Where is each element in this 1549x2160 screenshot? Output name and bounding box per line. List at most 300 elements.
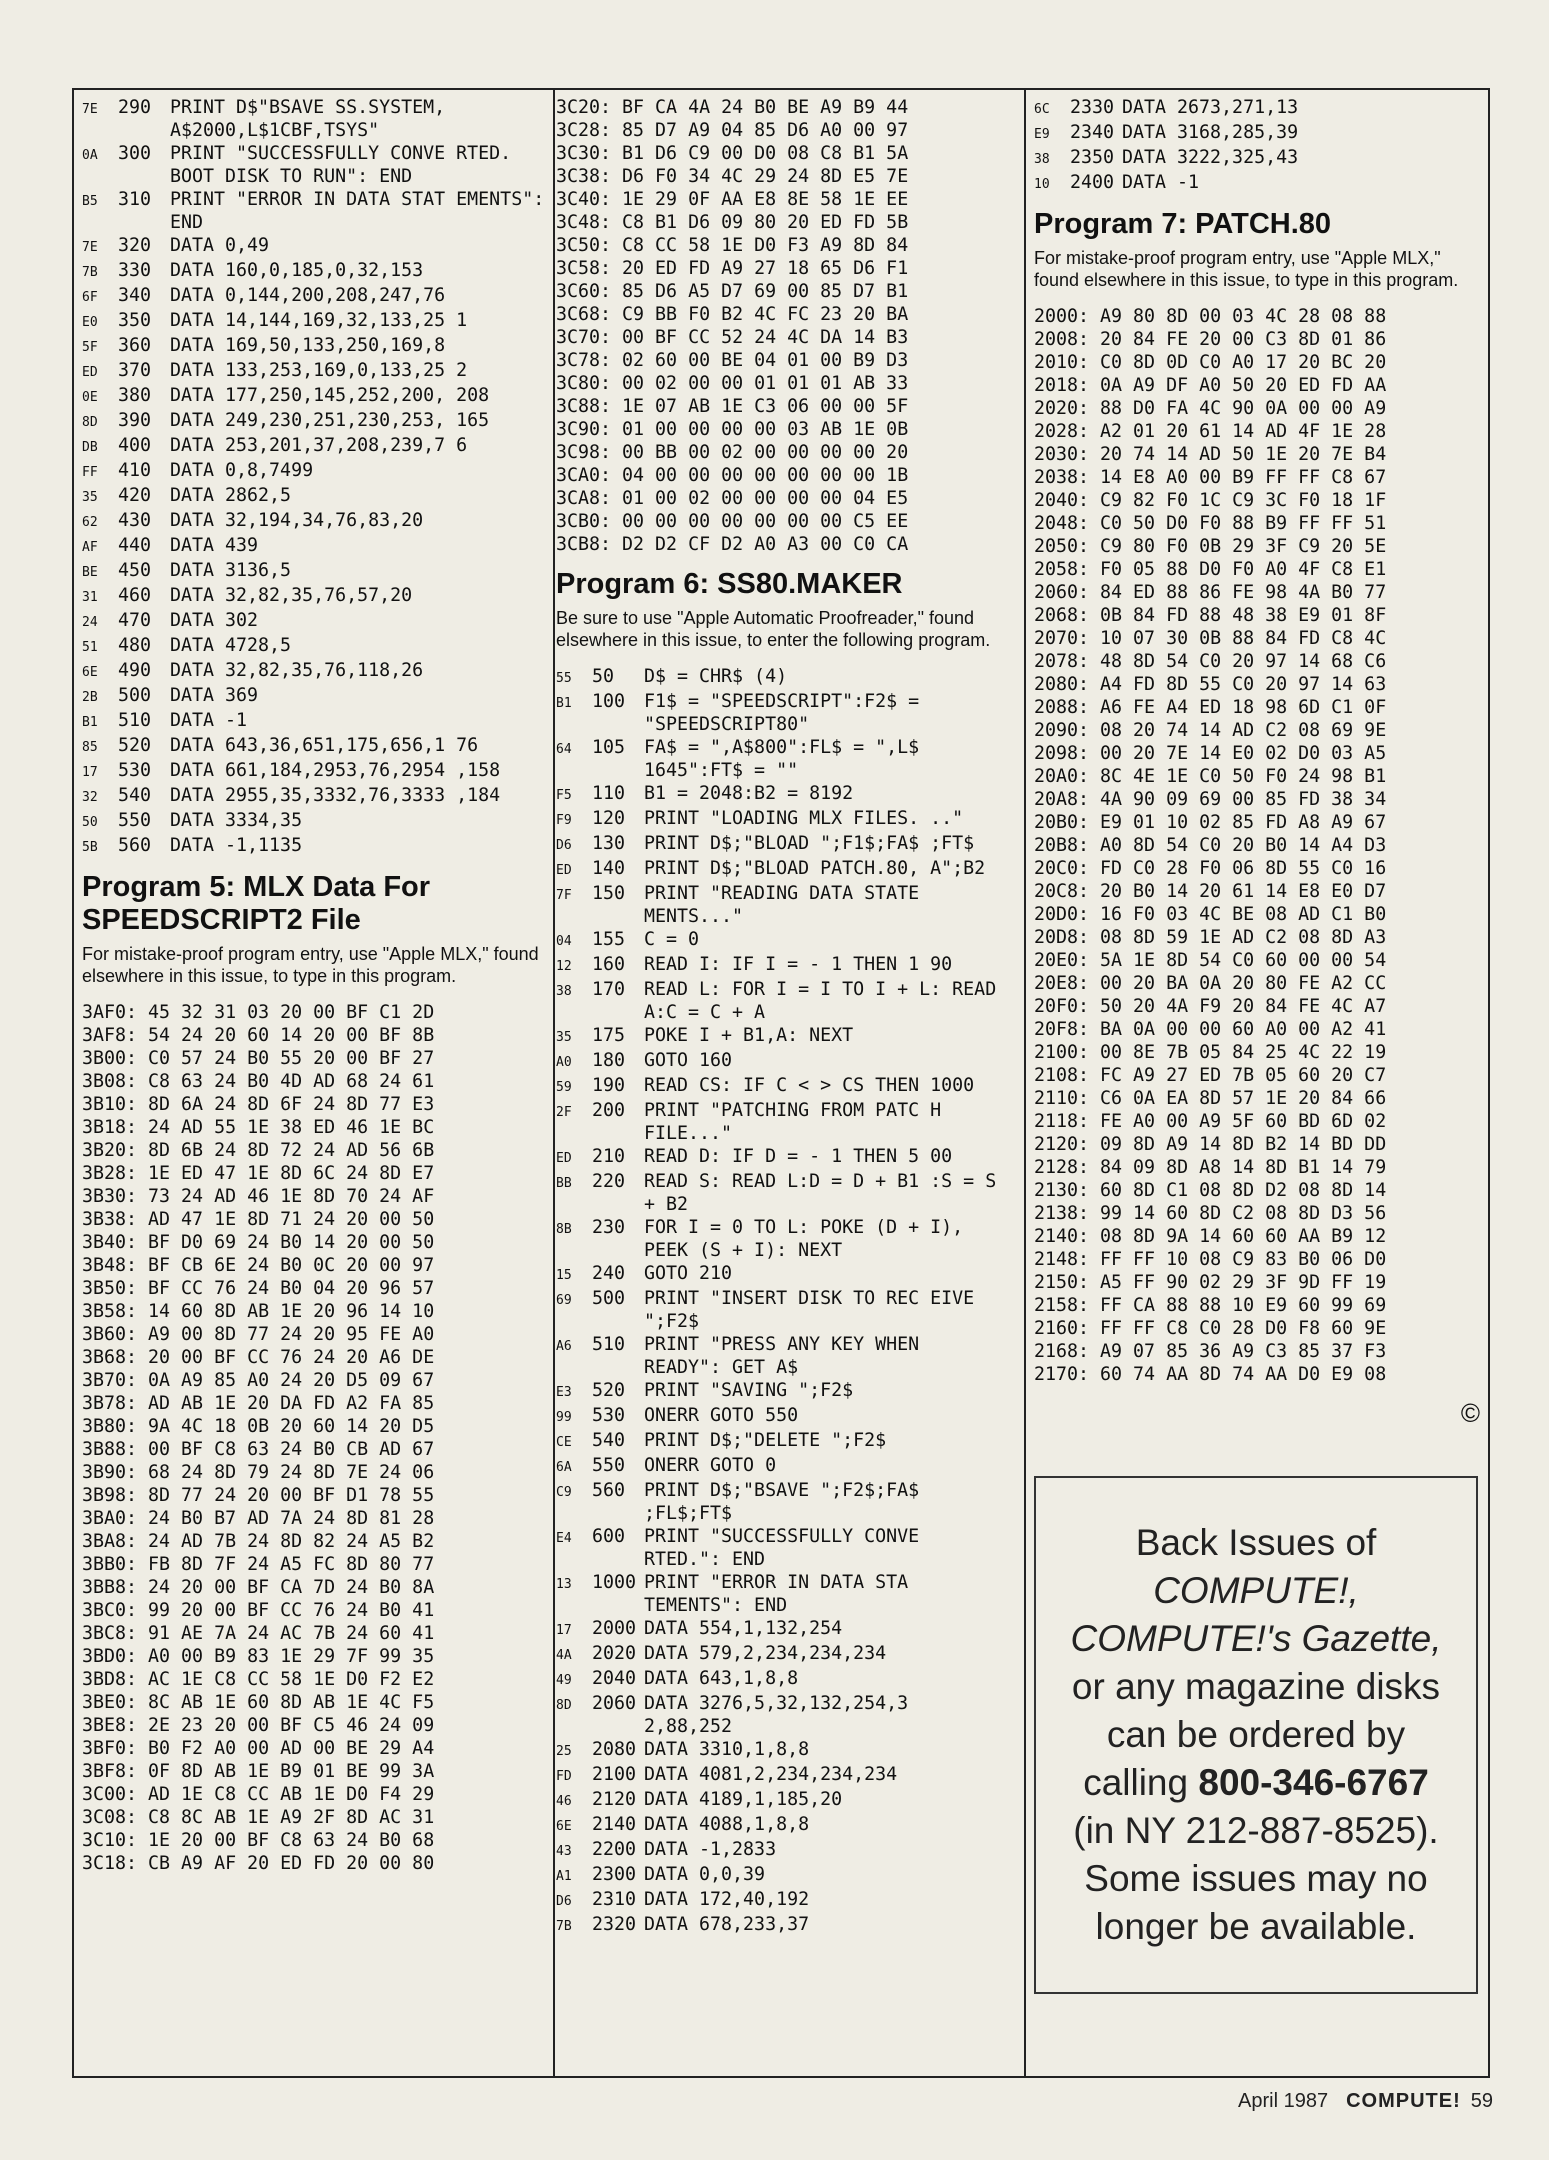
statement: DATA 4081,2,234,234,234 xyxy=(644,1764,898,1785)
statement: DATA 643,1,8,8 xyxy=(644,1668,799,1689)
hex-line: 3C60: 85 D6 A5 D7 69 00 85 D7 B1 xyxy=(556,281,909,302)
code-line xyxy=(556,665,1002,690)
hex-line: 2138: 99 14 60 8D C2 08 8D D3 56 xyxy=(1034,1203,1387,1224)
ad-line: Some issues may no xyxy=(1084,1858,1428,1899)
code-line xyxy=(556,928,1002,953)
column-divider xyxy=(1024,88,1026,2078)
code-line xyxy=(556,1617,1002,1642)
line-number: 350 xyxy=(118,310,152,331)
statement: DATA 2673,271,13 xyxy=(1122,97,1299,118)
hex-line: 3C00: AD 1E C8 CC AB 1E D0 F4 29 xyxy=(82,1784,435,1805)
checksum: 4A xyxy=(556,1648,572,1663)
code-line xyxy=(556,736,1002,782)
line-number: 310 xyxy=(118,189,152,210)
hex-line: 3B48: BF CB 6E 24 B0 0C 20 00 97 xyxy=(82,1255,435,1276)
checksum: 6C xyxy=(1034,102,1050,117)
checksum: ED xyxy=(556,863,572,878)
checksum: A1 xyxy=(556,1869,572,1884)
statement: DATA 3310,1,8,8 xyxy=(644,1739,810,1760)
code-line xyxy=(556,1788,1002,1813)
line-number: 430 xyxy=(118,510,152,531)
statement: GOTO 160 xyxy=(644,1050,733,1071)
hex-line: 20A8: 4A 90 09 69 00 85 FD 38 34 xyxy=(1034,789,1387,810)
statement: PRINT D$;"BSAVE ";F2$;FA$ ;FL$;FT$ xyxy=(644,1480,931,1524)
statement: DATA 3168,285,39 xyxy=(1122,122,1299,143)
line-number: 450 xyxy=(118,560,152,581)
hex-line: 20C0: FD C0 28 F0 06 8D 55 C0 16 xyxy=(1034,858,1387,879)
hex-line: 2018: 0A A9 DF A0 50 20 ED FD AA xyxy=(1034,375,1387,396)
program6-listing-continued xyxy=(1034,96,1484,196)
code-line xyxy=(556,690,1002,736)
checksum: 32 xyxy=(82,790,98,805)
statement: DATA 249,230,251,230,253, 165 xyxy=(170,410,490,431)
checksum: 38 xyxy=(1034,152,1050,167)
hex-line: 2098: 00 20 7E 14 E0 02 D0 03 A5 xyxy=(1034,743,1387,764)
statement: PRINT "SUCCESSFULLY CONVE RTED. BOOT DISK TO RUN": END xyxy=(170,143,523,187)
hex-line: 20D0: 16 F0 03 4C BE 08 AD C1 B0 xyxy=(1034,904,1387,925)
hex-line: 20F0: 50 20 4A F9 20 84 FE 4C A7 xyxy=(1034,996,1387,1017)
code-line xyxy=(556,1404,1002,1429)
statement: F1$ = "SPEEDSCRIPT":F2$ = "SPEEDSCRIPT80" xyxy=(644,691,931,735)
checksum: 12 xyxy=(556,959,572,974)
hex-line: 2128: 84 09 8D A8 14 8D B1 14 79 xyxy=(1034,1157,1387,1178)
footer-date: April 1987 xyxy=(1238,2090,1329,2112)
statement: PRINT "SUCCESSFULLY CONVE RTED.": END xyxy=(644,1526,931,1570)
statement: DATA 0,49 xyxy=(170,235,270,256)
hex-line: 3BB8: 24 20 00 BF CA 7D 24 B0 8A xyxy=(82,1577,435,1598)
line-number: 290 xyxy=(118,97,152,118)
hex-line: 3C18: CB A9 AF 20 ED FD 20 00 80 xyxy=(82,1853,435,1874)
code-line xyxy=(556,832,1002,857)
hex-line: 2108: FC A9 27 ED 7B 05 60 20 C7 xyxy=(1034,1065,1387,1086)
statement: DATA 554,1,132,254 xyxy=(644,1618,843,1639)
hex-line: 20B0: E9 01 10 02 85 FD A8 A9 67 xyxy=(1034,812,1387,833)
checksum: 04 xyxy=(556,934,572,949)
code-line xyxy=(82,484,552,509)
code-line xyxy=(82,834,552,859)
line-number: 560 xyxy=(118,835,152,856)
code-line xyxy=(82,96,552,142)
hex-line: 3C98: 00 BB 00 02 00 00 00 00 20 xyxy=(556,442,909,463)
checksum: F5 xyxy=(556,788,572,803)
line-number: 50 xyxy=(592,666,615,687)
hex-line: 3B30: 73 24 AD 46 1E 8D 70 24 AF xyxy=(82,1186,435,1207)
hex-line: 2000: A9 80 8D 00 03 4C 28 08 88 xyxy=(1034,306,1387,327)
hex-line: 3B50: BF CC 76 24 B0 04 20 96 57 xyxy=(82,1278,435,1299)
hex-line: 2168: A9 07 85 36 A9 C3 85 37 F3 xyxy=(1034,1341,1387,1362)
hex-line: 3C48: C8 B1 D6 09 80 20 ED FD 5B xyxy=(556,212,909,233)
line-number: 2340 xyxy=(1070,122,1115,143)
code-line xyxy=(556,1287,1002,1333)
line-number: 2080 xyxy=(592,1739,637,1760)
checksum: DB xyxy=(82,440,98,455)
statement: PRINT D$"BSAVE SS.SYSTEM, A$2000,L$1CBF,TSYS" xyxy=(170,97,457,141)
line-number: 2200 xyxy=(592,1839,637,1860)
statement: DATA 3276,5,32,132,254,3 2,88,252 xyxy=(644,1693,920,1737)
line-number: 300 xyxy=(118,143,152,164)
checksum: 46 xyxy=(556,1794,572,1809)
checksum: 5F xyxy=(82,340,98,355)
ad-line: (in NY 212-887-8525). xyxy=(1073,1810,1439,1851)
statement: DATA -1,1135 xyxy=(170,835,303,856)
column-divider xyxy=(553,88,555,2078)
statement: DATA 32,194,34,76,83,20 xyxy=(170,510,424,531)
hex-line: 3BC8: 91 AE 7A 24 AC 7B 24 60 41 xyxy=(82,1623,435,1644)
statement: READ S: READ L:D = D + B1 :S = S + B2 xyxy=(644,1171,1008,1215)
line-number: 540 xyxy=(118,785,152,806)
hex-line: 2080: A4 FD 8D 55 C0 20 97 14 63 xyxy=(1034,674,1387,695)
code-line xyxy=(82,534,552,559)
checksum: 2F xyxy=(556,1105,572,1120)
code-line xyxy=(556,1099,1002,1145)
line-number: 220 xyxy=(592,1171,626,1192)
hex-line: 3C88: 1E 07 AB 1E C3 06 00 00 5F xyxy=(556,396,909,417)
checksum: A0 xyxy=(556,1055,572,1070)
hex-line: 2038: 14 E8 A0 00 B9 FF FF C8 67 xyxy=(1034,467,1387,488)
checksum: 0E xyxy=(82,390,98,405)
column-1 xyxy=(82,96,556,1875)
checksum: 85 xyxy=(82,740,98,755)
hex-line: 2068: 0B 84 FD 88 48 38 E9 01 8F xyxy=(1034,605,1387,626)
code-line xyxy=(556,1024,1002,1049)
checksum: 13 xyxy=(556,1577,572,1592)
hex-line: 20D8: 08 8D 59 1E AD C2 08 8D A3 xyxy=(1034,927,1387,948)
code-line xyxy=(82,234,552,259)
line-number: 480 xyxy=(118,635,152,656)
code-line xyxy=(556,1888,1002,1913)
checksum: 69 xyxy=(556,1293,572,1308)
checksum: A6 xyxy=(556,1339,572,1354)
line-number: 600 xyxy=(592,1526,626,1547)
line-number: 105 xyxy=(592,737,626,758)
code-line xyxy=(82,784,552,809)
hex-line: 2130: 60 8D C1 08 8D D2 08 8D 14 xyxy=(1034,1180,1387,1201)
line-number: 530 xyxy=(592,1405,626,1426)
hex-line: 3B00: C0 57 24 B0 55 20 00 BF 27 xyxy=(82,1048,435,1069)
hex-line: 3B40: BF D0 69 24 B0 14 20 00 50 xyxy=(82,1232,435,1253)
statement: DATA 369 xyxy=(170,685,259,706)
code-line xyxy=(556,1738,1002,1763)
statement: GOTO 210 xyxy=(644,1263,733,1284)
statement: D$ = CHR$ (4) xyxy=(644,666,788,687)
hex-line: 3B68: 20 00 BF CC 76 24 20 A6 DE xyxy=(82,1347,435,1368)
hex-line: 3C80: 00 02 00 00 01 01 01 AB 33 xyxy=(556,373,909,394)
hex-line: 3B08: C8 63 24 B0 4D AD 68 24 61 xyxy=(82,1071,435,1092)
code-line xyxy=(556,782,1002,807)
page-number: 59 xyxy=(1470,2090,1493,2112)
line-number: 320 xyxy=(118,235,152,256)
code-line xyxy=(556,1379,1002,1404)
checksum: 43 xyxy=(556,1844,572,1859)
line-number: 140 xyxy=(592,858,626,879)
hex-line: 3C50: C8 CC 58 1E D0 F3 A9 8D 84 xyxy=(556,235,909,256)
hex-line: 3BC0: 99 20 00 BF CC 76 24 B0 41 xyxy=(82,1600,435,1621)
column-2 xyxy=(556,96,1008,1938)
checksum: 0A xyxy=(82,148,98,163)
line-number: 155 xyxy=(592,929,626,950)
statement: DATA 0,144,200,208,247,76 xyxy=(170,285,446,306)
page-footer xyxy=(1238,2090,1493,2113)
hex-line: 2118: FE A0 00 A9 5F 60 BD 6D 02 xyxy=(1034,1111,1387,1132)
line-number: 440 xyxy=(118,535,152,556)
hex-line: 2058: F0 05 88 D0 F0 A0 4F C8 E1 xyxy=(1034,559,1387,580)
line-number: 490 xyxy=(118,660,152,681)
line-number: 550 xyxy=(592,1455,626,1476)
hex-line: 3BE8: 2E 23 20 00 BF C5 46 24 09 xyxy=(82,1715,435,1736)
hex-line: 3AF0: 45 32 31 03 20 00 BF C1 2D xyxy=(82,1002,435,1023)
line-number: 2020 xyxy=(592,1643,637,1664)
ad-line: Back Issues of xyxy=(1135,1522,1377,1563)
checksum: B5 xyxy=(82,194,98,209)
program7-title: Program 7: PATCH.80 xyxy=(1034,208,1332,240)
program5-title: Program 5: MLX Data For SPEEDSCRIPT2 File xyxy=(82,871,431,936)
code-line xyxy=(82,509,552,534)
statement: PRINT "PATCHING FROM PATC H FILE..." xyxy=(644,1100,953,1144)
line-number: 180 xyxy=(592,1050,626,1071)
line-number: 390 xyxy=(118,410,152,431)
hex-line: 3B10: 8D 6A 24 8D 6F 24 8D 77 E3 xyxy=(82,1094,435,1115)
checksum: F9 xyxy=(556,813,572,828)
line-number: 510 xyxy=(118,710,152,731)
ad-magazine-name: COMPUTE!, xyxy=(1153,1570,1359,1611)
hex-line: 3C90: 01 00 00 00 00 03 AB 1E 0B xyxy=(556,419,909,440)
code-line xyxy=(82,609,552,634)
back-issues-ad xyxy=(1034,1476,1478,1994)
line-number: 2320 xyxy=(592,1914,637,1935)
line-number: 330 xyxy=(118,260,152,281)
hex-line: 2028: A2 01 20 61 14 AD 4F 1E 28 xyxy=(1034,421,1387,442)
code-line xyxy=(556,1479,1002,1525)
line-number: 200 xyxy=(592,1100,626,1121)
hex-line: 3CB0: 00 00 00 00 00 00 00 C5 EE xyxy=(556,511,909,532)
line-number: 190 xyxy=(592,1075,626,1096)
code-line xyxy=(82,309,552,334)
line-number: 410 xyxy=(118,460,152,481)
code-line xyxy=(556,1571,1002,1617)
hex-line: 2120: 09 8D A9 14 8D B2 14 BD DD xyxy=(1034,1134,1387,1155)
checksum: 15 xyxy=(556,1268,572,1283)
line-number: 2120 xyxy=(592,1789,637,1810)
statement: DATA 643,36,651,175,656,1 76 xyxy=(170,735,479,756)
checksum: 6F xyxy=(82,290,98,305)
hex-line: 2070: 10 07 30 0B 88 84 FD C8 4C xyxy=(1034,628,1387,649)
statement: FA$ = ",A$800":FL$ = ",L$ 1645":FT$ = "" xyxy=(644,737,931,781)
line-number: 2100 xyxy=(592,1764,637,1785)
code-line xyxy=(556,1692,1002,1738)
statement: DATA 0,0,39 xyxy=(644,1864,766,1885)
hex-line: 2048: C0 50 D0 F0 88 B9 FF FF 51 xyxy=(1034,513,1387,534)
checksum: B1 xyxy=(556,696,572,711)
checksum: C9 xyxy=(556,1485,572,1500)
statement: DATA 160,0,185,0,32,153 xyxy=(170,260,424,281)
code-line xyxy=(1034,171,1484,196)
code-line xyxy=(82,434,552,459)
checksum: E9 xyxy=(1034,127,1050,142)
hex-line: 2040: C9 82 F0 1C C9 3C F0 18 1F xyxy=(1034,490,1387,511)
statement: C = 0 xyxy=(644,929,700,950)
line-number: 230 xyxy=(592,1217,626,1238)
hex-line: 3BD0: A0 00 B9 83 1E 29 7F 99 35 xyxy=(82,1646,435,1667)
hex-line: 3CA8: 01 00 02 00 00 00 00 04 E5 xyxy=(556,488,909,509)
hex-line: 3B88: 00 BF C8 63 24 B0 CB AD 67 xyxy=(82,1439,435,1460)
statement: DATA 579,2,234,234,234 xyxy=(644,1643,887,1664)
line-number: 540 xyxy=(592,1430,626,1451)
code-line xyxy=(556,1333,1002,1379)
hex-line: 3BE0: 8C AB 1E 60 8D AB 1E 4C F5 xyxy=(82,1692,435,1713)
checksum: FF xyxy=(82,465,98,480)
code-line xyxy=(1034,146,1484,171)
program7-hex-listing xyxy=(1034,305,1484,1386)
line-number: 420 xyxy=(118,485,152,506)
line-number: 210 xyxy=(592,1146,626,1167)
statement: PRINT "ERROR IN DATA STA TEMENTS": END xyxy=(644,1572,920,1616)
code-line xyxy=(82,188,556,234)
hex-line: 20F8: BA 0A 00 00 60 A0 00 A2 41 xyxy=(1034,1019,1387,1040)
checksum: 6A xyxy=(556,1460,572,1475)
checksum: BB xyxy=(556,1176,572,1191)
hex-line: 3BB0: FB 8D 7F 24 A5 FC 8D 80 77 xyxy=(82,1554,435,1575)
code-line xyxy=(82,659,552,684)
hex-line: 2110: C6 0A EA 8D 57 1E 20 84 66 xyxy=(1034,1088,1387,1109)
statement: PRINT "SAVING ";F2$ xyxy=(644,1380,854,1401)
line-number: 370 xyxy=(118,360,152,381)
statement: DATA 678,233,37 xyxy=(644,1914,810,1935)
hex-line: 2100: 00 8E 7B 05 84 25 4C 22 19 xyxy=(1034,1042,1387,1063)
hex-line: 2060: 84 ED 88 86 FE 98 4A B0 77 xyxy=(1034,582,1387,603)
statement: DATA 2862,5 xyxy=(170,485,292,506)
hex-line: 3C08: C8 8C AB 1E A9 2F 8D AC 31 xyxy=(82,1807,435,1828)
checksum: 8D xyxy=(556,1698,572,1713)
statement: PRINT "READING DATA STATE MENTS..." xyxy=(644,883,931,927)
statement: READ L: FOR I = I TO I + L: READ A:C = C + A xyxy=(644,979,1008,1023)
checksum: 7E xyxy=(82,240,98,255)
code-line xyxy=(82,734,552,759)
hex-line: 3BF8: 0F 8D AB 1E B9 01 BE 99 3A xyxy=(82,1761,435,1782)
ad-line: can be ordered by xyxy=(1106,1714,1406,1755)
ad-line xyxy=(1071,1759,1442,1807)
statement: B1 = 2048:B2 = 8192 xyxy=(644,783,854,804)
line-number: 460 xyxy=(118,585,152,606)
line-number: 2000 xyxy=(592,1618,637,1639)
checksum: 6E xyxy=(82,665,98,680)
hex-line: 3BA0: 24 B0 B7 AD 7A 24 8D 81 28 xyxy=(82,1508,435,1529)
hex-line: 3BD8: AC 1E C8 CC 58 1E D0 F2 E2 xyxy=(82,1669,435,1690)
hex-line: 3BA8: 24 AD 7B 24 8D 82 24 A5 B2 xyxy=(82,1531,435,1552)
code-line xyxy=(82,384,552,409)
code-line xyxy=(82,259,552,284)
code-line xyxy=(82,284,552,309)
checksum: 51 xyxy=(82,640,98,655)
footer-brand: COMPUTE! xyxy=(1346,2090,1461,2112)
code-line xyxy=(556,1170,1008,1216)
statement: ONERR GOTO 0 xyxy=(644,1455,777,1476)
program6-intro: Be sure to use "Apple Automatic Proofreader," found elsewhere in this issue, to enter the following program. xyxy=(556,608,991,650)
checksum: 7B xyxy=(82,265,98,280)
statement: READ I: IF I = - 1 THEN 1 90 xyxy=(644,954,953,975)
checksum: 31 xyxy=(82,590,98,605)
code-line xyxy=(556,807,1002,832)
hex-line: 3B58: 14 60 8D AB 1E 20 96 14 10 xyxy=(82,1301,435,1322)
code-line xyxy=(82,684,552,709)
hex-line: 3B80: 9A 4C 18 0B 20 60 14 20 D5 xyxy=(82,1416,435,1437)
hex-line: 3C30: B1 D6 C9 00 D0 08 C8 B1 5A xyxy=(556,143,909,164)
checksum: D6 xyxy=(556,1894,572,1909)
hex-line: 3CA0: 04 00 00 00 00 00 00 00 1B xyxy=(556,465,909,486)
ad-line: or any magazine disks xyxy=(1071,1666,1441,1707)
ad-line xyxy=(1071,1615,1442,1663)
checksum: 7E xyxy=(82,102,98,117)
statement: PRINT "ERROR IN DATA STAT EMENTS": END xyxy=(170,189,556,233)
line-number: 520 xyxy=(592,1380,626,1401)
code-line xyxy=(556,1049,1002,1074)
line-number: 100 xyxy=(592,691,626,712)
line-number: 550 xyxy=(118,810,152,831)
checksum: 2B xyxy=(82,690,98,705)
hex-line: 3B78: AD AB 1E 20 DA FD A2 FA 85 xyxy=(82,1393,435,1414)
checksum: 38 xyxy=(556,984,572,999)
line-number: 560 xyxy=(592,1480,626,1501)
line-number: 510 xyxy=(592,1334,626,1355)
program5-hex-listing-continued xyxy=(556,96,1002,556)
statement: DATA 3222,325,43 xyxy=(1122,147,1299,168)
hex-line: 3C10: 1E 20 00 BF C8 63 24 B0 68 xyxy=(82,1830,435,1851)
line-number: 2310 xyxy=(592,1889,637,1910)
hex-line: 2050: C9 80 F0 0B 29 3F C9 20 5E xyxy=(1034,536,1387,557)
program5-intro: For mistake-proof program entry, use "Apple MLX," found elsewhere in this issue, to type in this program. xyxy=(82,944,539,986)
hex-line: 3C78: 02 60 00 BE 04 01 00 B9 D3 xyxy=(556,350,909,371)
statement: PRINT D$;"DELETE ";F2$ xyxy=(644,1430,887,1451)
code-line xyxy=(556,1262,1002,1287)
code-line xyxy=(1034,96,1484,121)
checksum: B1 xyxy=(82,715,98,730)
code-line xyxy=(556,1216,1002,1262)
checksum: 8B xyxy=(556,1222,572,1237)
line-number: 160 xyxy=(592,954,626,975)
code-line xyxy=(556,1813,1002,1838)
statement: DATA 4189,1,185,20 xyxy=(644,1789,843,1810)
line-number: 2060 xyxy=(592,1693,637,1714)
hex-line: 2090: 08 20 74 14 AD C2 08 69 9E xyxy=(1034,720,1387,741)
checksum: 7F xyxy=(556,888,572,903)
hex-line: 3B18: 24 AD 55 1E 38 ED 46 1E BC xyxy=(82,1117,435,1138)
statement: DATA 4088,1,8,8 xyxy=(644,1814,810,1835)
checksum: 7B xyxy=(556,1919,572,1934)
code-line xyxy=(82,809,552,834)
code-line xyxy=(556,857,1002,882)
statement: PRINT "LOADING MLX FILES. .." xyxy=(644,808,964,829)
hex-line: 2078: 48 8D 54 C0 20 97 14 68 C6 xyxy=(1034,651,1387,672)
line-number: 400 xyxy=(118,435,152,456)
hex-line: 3C20: BF CA 4A 24 B0 BE A9 B9 44 xyxy=(556,97,909,118)
checksum: ED xyxy=(556,1151,572,1166)
hex-line: 20A0: 8C 4E 1E C0 50 F0 24 98 B1 xyxy=(1034,766,1387,787)
code-line xyxy=(82,559,552,584)
hex-line: 3B38: AD 47 1E 8D 71 24 20 00 50 xyxy=(82,1209,435,1230)
statement: ONERR GOTO 550 xyxy=(644,1405,799,1426)
line-number: 360 xyxy=(118,335,152,356)
checksum: 10 xyxy=(1034,177,1050,192)
statement: PRINT D$;"BLOAD ";F1$;FA$ ;FT$ xyxy=(644,833,975,854)
hex-line: 2020: 88 D0 FA 4C 90 0A 00 00 A9 xyxy=(1034,398,1387,419)
line-number: 530 xyxy=(118,760,152,781)
checksum: 35 xyxy=(556,1030,572,1045)
statement: DATA 3334,35 xyxy=(170,810,303,831)
program6-listing xyxy=(556,665,1008,1938)
statement: DATA 133,253,169,0,133,25 2 xyxy=(170,360,468,381)
ad-calling: calling xyxy=(1083,1762,1199,1803)
hex-line: 2158: FF CA 88 88 10 E9 60 99 69 xyxy=(1034,1295,1387,1316)
hex-line: 3B28: 1E ED 47 1E 8D 6C 24 8D E7 xyxy=(82,1163,435,1184)
